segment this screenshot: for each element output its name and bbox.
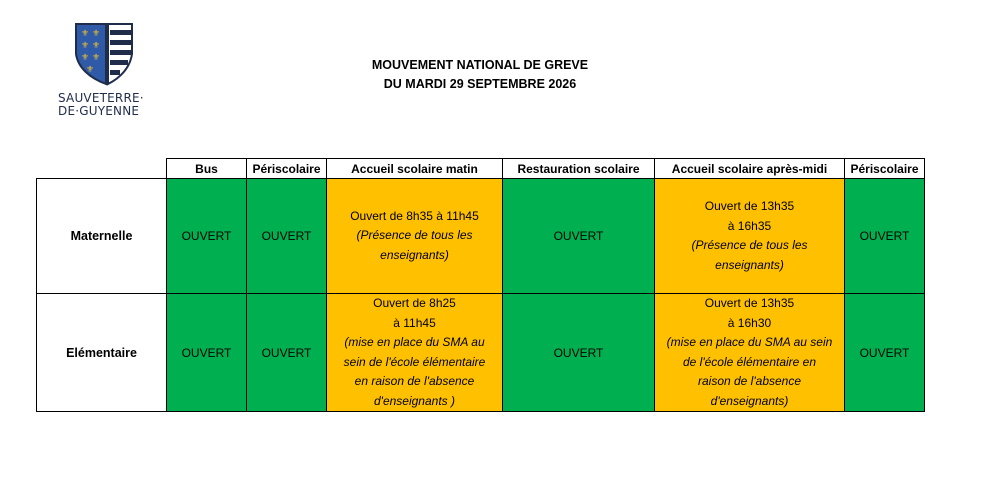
cell-note: de l'école élémentaire en [682, 354, 817, 369]
cell-bus: OUVERT [167, 294, 247, 412]
cell-accueil-apres-midi [655, 179, 845, 294]
cell-note: (mise en place du SMA au sein [666, 335, 833, 349]
svg-text:⚜: ⚜ [92, 29, 101, 39]
cell-accueil-matin [327, 294, 503, 412]
cell-periscolaire-1: OUVERT [247, 179, 327, 294]
logo-text-line1: SAUVETERRE· [58, 91, 144, 105]
corner-cell [37, 159, 167, 179]
svg-text:⚜: ⚜ [92, 53, 101, 63]
cell-note: enseignants) [380, 247, 449, 262]
cell-text: à 16h35 [727, 218, 772, 233]
svg-text:⚜: ⚜ [86, 65, 95, 75]
page-title [280, 56, 680, 94]
cell-note: (mise en place du SMA au [344, 335, 485, 349]
row-label: Maternelle [37, 179, 167, 294]
cell-text: Ouvert de 8h35 à 11h45 [350, 208, 479, 223]
cell-restauration: OUVERT [503, 179, 655, 294]
town-logo [58, 22, 154, 118]
table-row-maternelle [37, 179, 925, 294]
cell-bus: OUVERT [167, 179, 247, 294]
cell-accueil-matin [327, 179, 503, 294]
header-periscolaire-2: Périscolaire [845, 159, 925, 179]
header-row [37, 159, 925, 179]
svg-text:⚜: ⚜ [81, 29, 90, 39]
cell-text: Ouvert de 13h35 [704, 296, 795, 310]
header-bus: Bus [167, 159, 247, 179]
logo-text-line2: DE·GUYENNE [58, 104, 140, 118]
coat-of-arms-icon [74, 22, 134, 88]
cell-accueil-apres-midi [655, 294, 845, 412]
cell-note: d'enseignants ) [373, 393, 455, 408]
cell-note: d'enseignants) [710, 393, 789, 408]
cell-note: (Présence de tous les [356, 228, 473, 243]
cell-periscolaire-1: OUVERT [247, 294, 327, 412]
header-accueil-matin: Accueil scolaire matin [327, 159, 503, 179]
strike-schedule-table [36, 158, 925, 412]
cell-restauration: OUVERT [503, 294, 655, 412]
cell-note: enseignants) [715, 257, 784, 272]
cell-note: (Présence de tous les [691, 238, 808, 252]
header-accueil-apres-midi: Accueil scolaire après-midi [655, 159, 845, 179]
cell-text: Ouvert de 13h35 [704, 199, 795, 213]
table-row-elementaire [37, 294, 925, 412]
cell-note: en raison de l'absence [354, 374, 475, 388]
cell-text: à 16h30 [727, 315, 772, 330]
cell-note: raison de l'absence [697, 374, 802, 388]
title-line2: DU MARDI 29 SEPTEMBRE 2026 [383, 77, 577, 91]
cell-text: Ouvert de 8h25 [373, 296, 456, 310]
cell-text: à 11h45 [393, 315, 436, 330]
header-restauration: Restauration scolaire [503, 159, 655, 179]
cell-note: sein de l'école élémentaire [343, 354, 486, 369]
cell-periscolaire-2: OUVERT [845, 294, 925, 412]
svg-text:⚜: ⚜ [81, 41, 90, 51]
svg-text:⚜: ⚜ [81, 53, 90, 63]
header-periscolaire-1: Périscolaire [247, 159, 327, 179]
title-line1: MOUVEMENT NATIONAL DE GREVE [371, 58, 589, 72]
svg-text:⚜: ⚜ [92, 41, 101, 51]
cell-periscolaire-2: OUVERT [845, 179, 925, 294]
row-label: Elémentaire [37, 294, 167, 412]
